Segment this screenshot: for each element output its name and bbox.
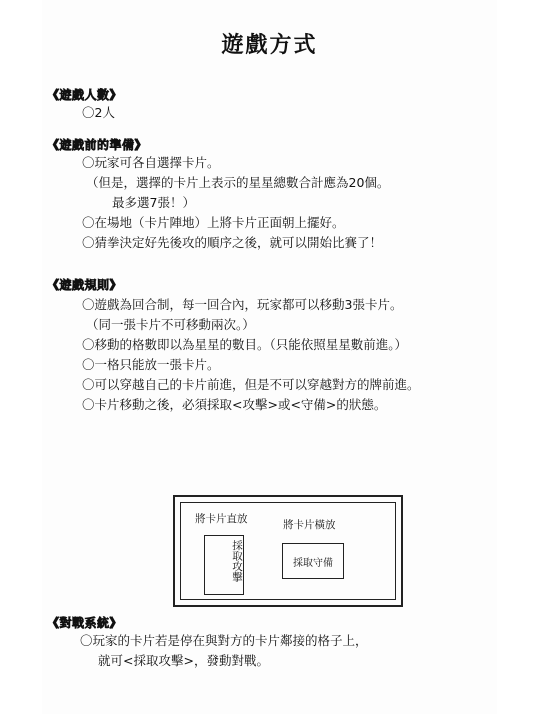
vertical-card [204, 535, 244, 595]
rules-heading: 《遊戲規則》 [47, 278, 123, 292]
preparation-line: 〇在場地（卡片陣地）上將卡片正面朝上擺好。 [82, 215, 345, 230]
horizontal-card-text: 採取守備 [293, 558, 333, 569]
players-heading: 《遊戲人數》 [47, 88, 123, 102]
rules-line: 〇遊戲為回合制，每一回合內，玩家都可以移動3張卡片。 [82, 297, 403, 312]
rules-line: 〇移動的格數即以為星星的數目。（只能依照星星數前進。） [82, 337, 408, 352]
horizontal-placement-label: 將卡片橫放 [283, 519, 336, 531]
preparation-line: 〇猜拳決定好先後攻的順序之後，就可以開始比賽了！ [82, 235, 383, 250]
battle-line: 〇玩家的卡片若是停在與對方的卡片鄰接的格子上， [80, 633, 368, 648]
rules-line: （同一張卡片不可移動兩次。） [86, 317, 255, 332]
battle-line: 就可<採取攻擊>，發動對戰。 [98, 653, 269, 668]
vertical-placement-label: 將卡片直放 [195, 513, 248, 525]
battle-heading: 《對戰系統》 [47, 616, 123, 630]
diagram-inner-frame [180, 502, 396, 600]
preparation-heading: 《遊戲前的準備》 [47, 138, 148, 152]
manual-page [42, 0, 497, 714]
preparation-line: 最多選7張！） [112, 195, 195, 210]
players-line: 〇2人 [82, 105, 115, 120]
preparation-line: 〇玩家可各自選擇卡片。 [82, 155, 220, 170]
horizontal-card [282, 543, 344, 579]
rules-line: 〇一格只能放一張卡片。 [82, 357, 220, 372]
card-placement-diagram [173, 495, 403, 607]
rules-line: 〇卡片移動之後，必須採取<攻擊>或<守備>的狀態。 [82, 397, 387, 412]
vertical-card-text: 採取攻擊 [231, 540, 243, 582]
page-title: 遊戲方式 [221, 33, 318, 58]
preparation-line: （但是，選擇的卡片上表示的星星總數合計應為20個。 [86, 175, 390, 190]
rules-line: 〇可以穿越自己的卡片前進，但是不可以穿越對方的牌前進。 [82, 377, 420, 392]
